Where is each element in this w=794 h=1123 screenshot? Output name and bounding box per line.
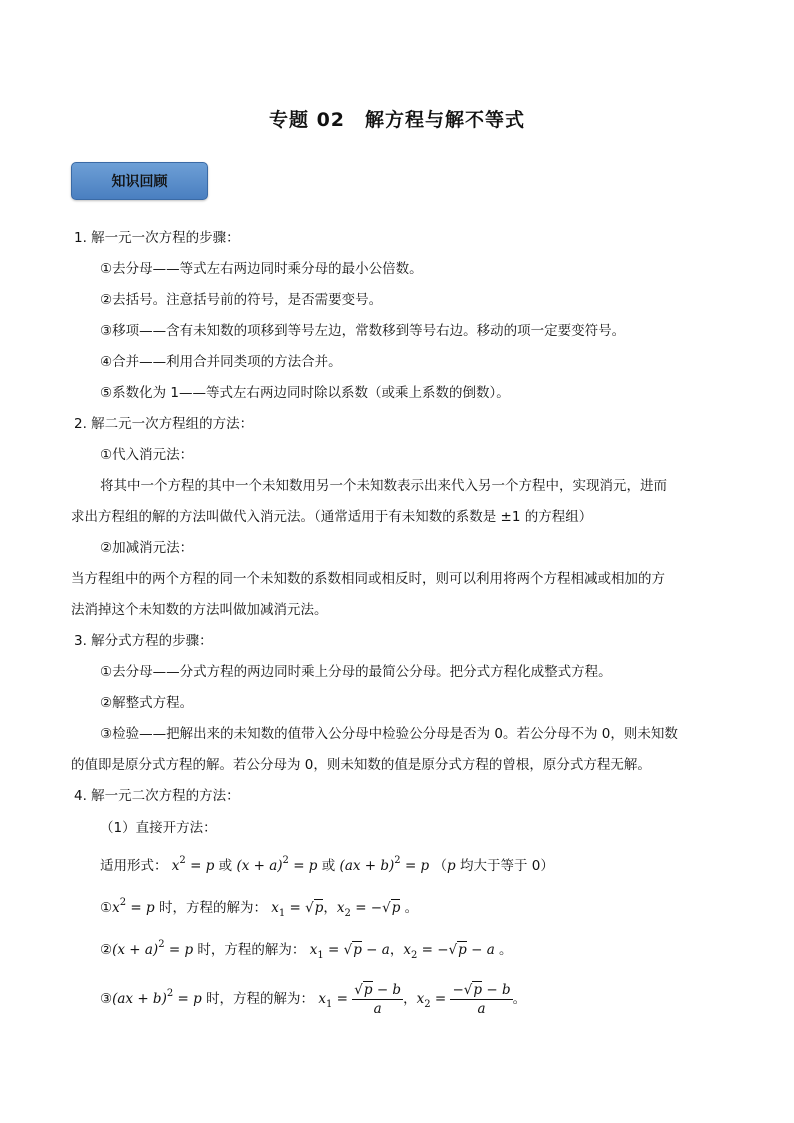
formula: $x_2$ = $\frac{-√p - b}{a}$ bbox=[416, 982, 511, 1017]
formula-line: $①x^2 = p$ 时，方程的解为： $x_1 = √p$，$x_2 = -√p$ 。 bbox=[100, 897, 419, 919]
page-title: 专题 02 解方程与解不等式 bbox=[268, 109, 526, 131]
text-line: ①代入消元法： bbox=[100, 447, 194, 463]
heading-3: 3. 解分式方程的步骤： bbox=[74, 633, 213, 649]
formula: $(x + a)^2 = p$ bbox=[112, 939, 194, 958]
formula: $(x + a)^2 = p$ bbox=[236, 855, 318, 874]
formula-line: 适用形式： $x^2 = p$ 或 $(x + a)^2 = p$ 或 (ax + b)$^2$ = p （p 均大于等于 0） bbox=[100, 855, 554, 874]
text-line: ③检验——把解出来的未知数的值带入公分母中检验公分母是否为 0。若公分母不为 0，则未知数 bbox=[100, 726, 678, 742]
text-line: 求出方程组的解的方法叫做代入消元法。（通常适用于有未知数的系数是 ±1 的方程组） bbox=[71, 509, 593, 525]
text-line: 法消掉这个未知数的方法叫做加减消元法。 bbox=[71, 602, 328, 618]
formula: $x_1$ = $\frac{√p - b}{a}$ bbox=[318, 982, 402, 1017]
formula: (ax + b)$^2$ = p bbox=[112, 988, 202, 1007]
formula-line: ③(ax + b)$^2$ = p 时，方程的解为： $x_1$ = $\frac{√p - b}{a}$ ，$x_2$ = $\frac{-√p - b}{a}$ 。 bbox=[100, 982, 527, 1017]
text-line: ⑤系数化为 1——等式左右两边同时除以系数（或乘上系数的倒数）。 bbox=[100, 385, 510, 401]
text-line: 当方程组中的两个方程的同一个未知数的系数相同或相反时，则可以利用将两个方程相减或相加的方 bbox=[71, 571, 665, 587]
text-line: （1）直接开方法： bbox=[100, 820, 217, 836]
formula-line: ②(x + a)$^2$ = p 时，方程的解为： $x_1 = √p - a$，$x_2 = -√p - a$ 。 bbox=[100, 939, 513, 961]
text-line: ①去分母——分式方程的两边同时乘上分母的最简公分母。把分式方程化成整式方程。 bbox=[100, 664, 612, 680]
text-line: ②解整式方程。 bbox=[100, 695, 194, 711]
text-line: ①去分母——等式左右两边同时乘分母的最小公倍数。 bbox=[100, 261, 423, 277]
text-line: ④合并——利用合并同类项的方法合并。 bbox=[100, 354, 342, 370]
formula: (ax + b)$^2$ = p bbox=[339, 855, 430, 874]
formula: $x_2 = -√p$ bbox=[336, 900, 401, 919]
text-line: 的值即是原分式方程的解。若公分母为 0，则未知数的值是原分式方程的曾根，原分式方程无解。 bbox=[71, 757, 651, 773]
text-line: ②加减消元法： bbox=[100, 540, 194, 556]
section-badge: 知识回顾 bbox=[71, 162, 208, 200]
formula: $x^2 = p$ bbox=[112, 897, 155, 916]
text-line: 将其中一个方程的其中一个未知数用另一个未知数表示出来代入另一个方程中，实现消元，进而 bbox=[100, 478, 667, 494]
text-line: ③移项——含有未知数的项移到等号左边，常数移到等号右边。移动的项一定要变符号。 bbox=[100, 323, 626, 339]
formula: $x^2 = p$ bbox=[171, 855, 215, 874]
formula: $x_1 = √p$ bbox=[271, 900, 324, 919]
heading-1: 1. 解一元一次方程的步骤： bbox=[74, 230, 240, 246]
heading-4: 4. 解一元二次方程的方法： bbox=[74, 788, 240, 804]
heading-2: 2. 解二元一次方程组的方法： bbox=[74, 416, 254, 432]
text-line: ②去括号。注意括号前的符号，是否需要变号。 bbox=[100, 292, 383, 308]
formula: $x_2 = -√p - a$ bbox=[403, 942, 495, 961]
formula: $x_1 = √p - a$ bbox=[309, 942, 390, 961]
